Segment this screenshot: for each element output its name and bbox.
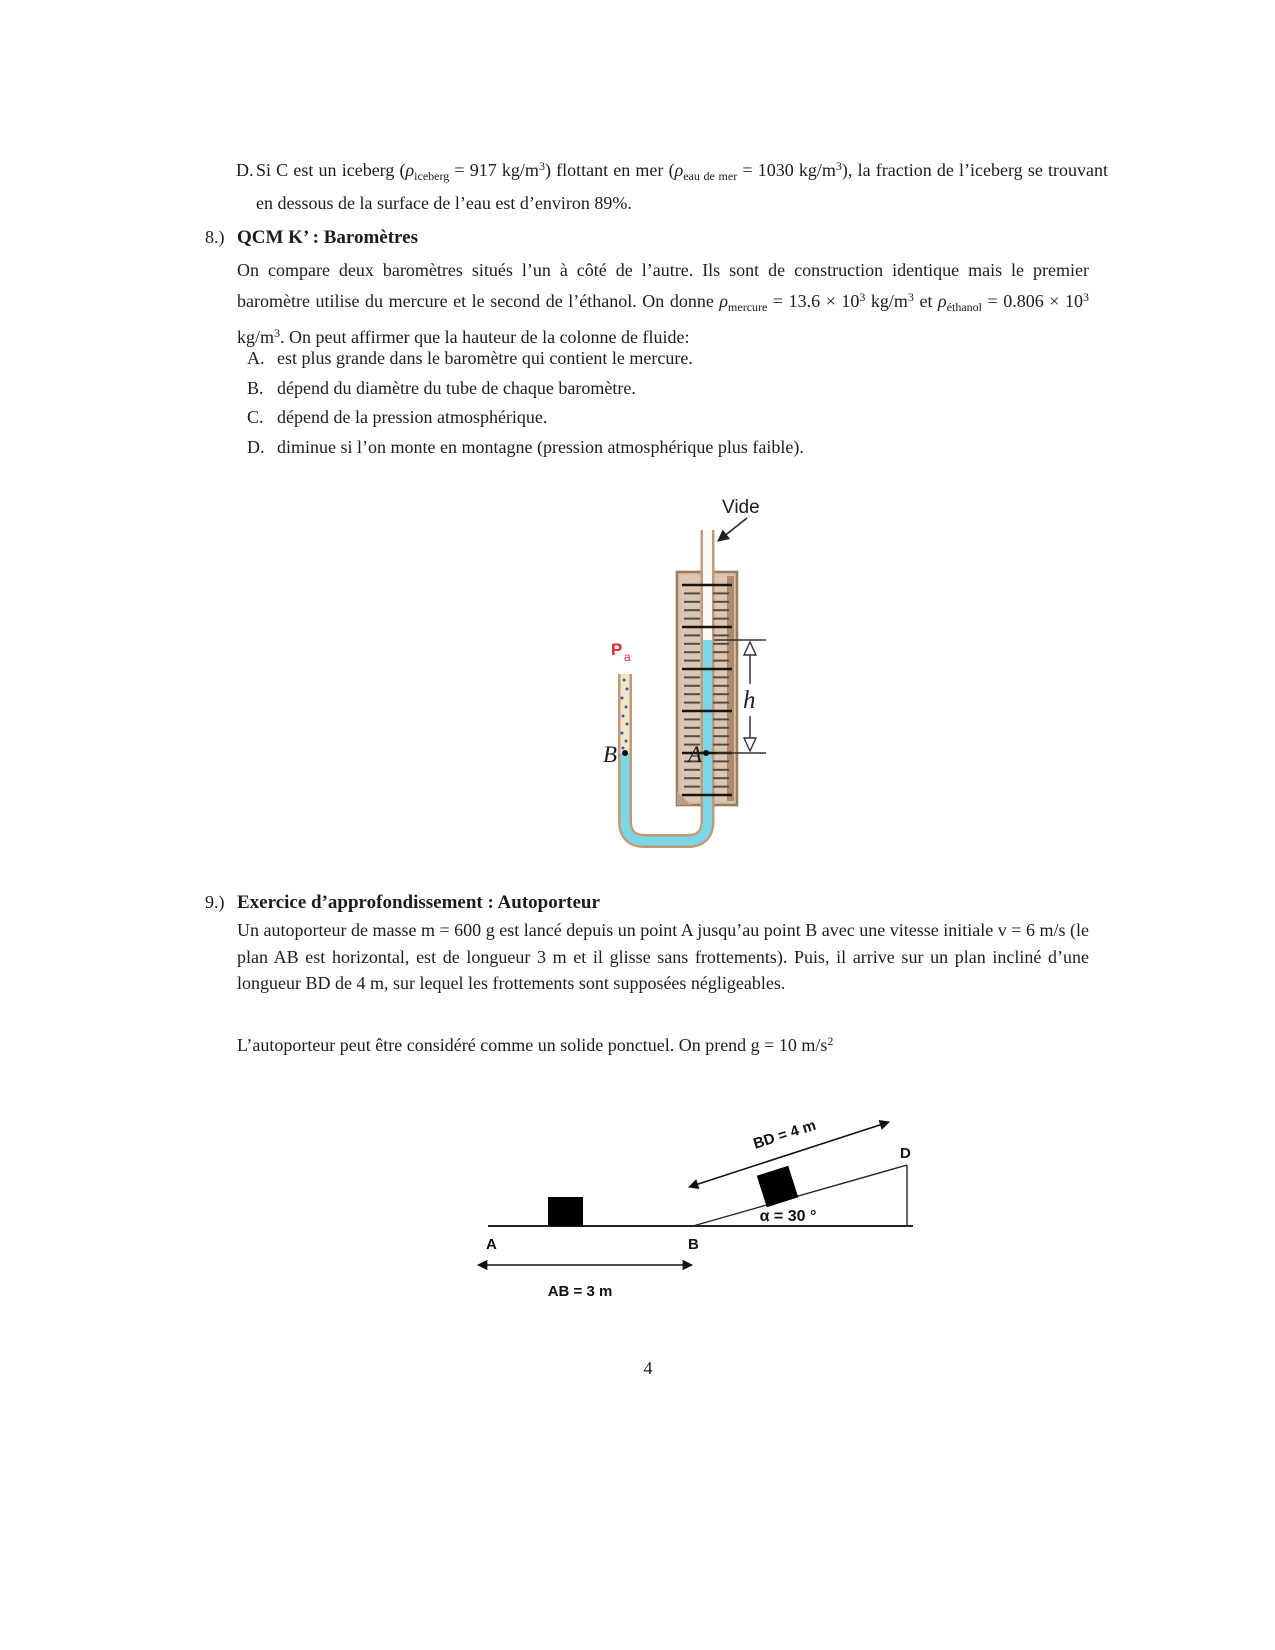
item-marker: D.	[236, 160, 254, 180]
item-text: = 917 kg/m	[449, 160, 539, 180]
paragraph-text: L’autoporteur peut être considéré comme un solide ponctuel. On prend g = 10 m/s	[237, 1035, 828, 1055]
paragraph-text: On compare deux baromètres situés l’un à côté de l’autre. Ils sont de construction identique mais le premier baromètre utilise du mercure et le second de l’éthanol. On donne	[237, 260, 1089, 311]
option-b	[247, 375, 1088, 401]
option-text: est plus grande dans le baromètre qui contient le mercure.	[277, 348, 693, 368]
bd-label: BD = 4 m	[751, 1116, 818, 1153]
list-item-iceberg	[236, 153, 1108, 216]
paragraph-text: = 0.806 × 10	[981, 290, 1083, 311]
superscript: 3	[538, 159, 545, 173]
h-label: h	[743, 687, 756, 714]
section-9-note	[237, 1028, 1089, 1059]
barometer-figure	[560, 480, 800, 880]
point-a-label: A	[687, 742, 702, 767]
option-marker: C.	[247, 407, 264, 427]
paragraph-text: = 13.6 × 10	[767, 290, 860, 311]
section-9-heading	[205, 892, 600, 914]
a-label: A	[486, 1236, 497, 1253]
item-text: = 1030 kg/m	[737, 160, 836, 180]
pa-label: P	[611, 640, 623, 659]
item-text: ), la fraction de l’iceberg se trouvant en dessous de la surface de l’eau est d’environ 89%.	[256, 160, 1109, 213]
item-text: ) flottant en mer (	[544, 160, 675, 180]
superscript: 3	[1083, 289, 1089, 304]
superscript: 2	[827, 1034, 834, 1048]
paragraph-text: et	[913, 290, 939, 311]
paragraph-text: . On peut affirmer que la hauteur de la colonne de fluide:	[280, 327, 690, 347]
section-number: 9.)	[205, 892, 225, 912]
b-label: B	[688, 1236, 699, 1253]
point-a-dot	[703, 750, 709, 756]
rho-symbol: ρ	[938, 290, 947, 311]
d-label: D	[900, 1145, 911, 1162]
option-marker: A.	[247, 348, 265, 368]
page-number: 4	[643, 1358, 653, 1378]
option-a	[247, 345, 1088, 371]
subscript: éthanol	[946, 299, 982, 314]
h-arrow-down	[744, 738, 756, 751]
ab-label: AB = 3 m	[547, 1283, 613, 1300]
paragraph-text: kg/m	[237, 327, 275, 347]
section-9-paragraph	[237, 917, 1089, 997]
option-text: diminue si l’on monte en montagne (pression atmosphérique plus faible).	[277, 436, 804, 457]
mcq-options	[247, 345, 1088, 463]
section-8-intro	[237, 257, 1089, 351]
superscript: 3	[859, 289, 866, 304]
point-b-dot	[622, 750, 628, 756]
superscript: 3	[835, 159, 842, 173]
incline-figure	[440, 1090, 940, 1310]
option-text: dépend de la pression atmosphérique.	[277, 407, 548, 427]
pa-subscript: a	[624, 650, 631, 664]
section-number: 8.)	[205, 227, 225, 247]
vide-label: Vide	[722, 497, 760, 518]
rho-symbol: ρ	[719, 290, 729, 311]
point-b-label: B	[602, 742, 617, 767]
subscript: iceberg	[414, 169, 450, 183]
section-8-heading	[205, 227, 418, 249]
option-marker: B.	[247, 377, 264, 398]
h-arrow-up	[744, 642, 756, 655]
alpha-label: α = 30 °	[759, 1208, 817, 1225]
section-title: Exercice d’approfondissement : Autoporteur	[237, 892, 600, 913]
cart-block-flat	[548, 1197, 583, 1226]
superscript: 3	[907, 289, 914, 304]
rho-symbol: ρ	[674, 160, 684, 180]
subscript: mercure	[728, 299, 768, 314]
vide-arrow	[718, 518, 747, 541]
option-marker: D.	[247, 436, 265, 457]
subscript: eau de mer	[683, 169, 738, 183]
paragraph-text: kg/m	[865, 290, 908, 311]
option-text: dépend du diamètre du tube de chaque baromètre.	[277, 377, 636, 398]
option-c	[247, 404, 1088, 430]
option-d	[247, 434, 1088, 460]
superscript: 3	[274, 326, 281, 340]
cart-block-incline	[757, 1166, 798, 1207]
item-text: Si C est un iceberg (	[256, 160, 406, 180]
paragraph-text: Un autoporteur de masse m = 600 g est lancé depuis un point A jusqu’au point B avec une vitesse initiale v = 6 m/s (le plan AB est horizontal, est de longueur 3 m et il glisse sans frottements). Puis, il arrive sur un plan incliné d’une longueur BD de 4 m, sur lequel les frottements sont supposées négligeables.	[237, 920, 1089, 993]
section-title: QCM K’ : Baromètres	[237, 227, 418, 248]
rho-symbol: ρ	[405, 160, 415, 180]
